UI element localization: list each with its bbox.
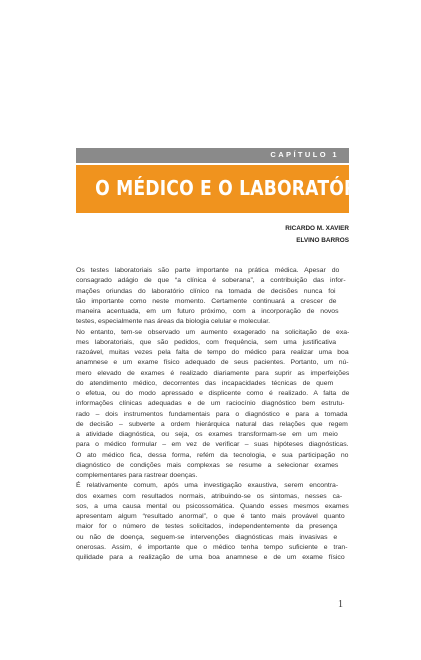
body-text-line: diagnóstico de condições mais complexas se resume a selecionar exames <box>76 461 339 469</box>
body-text-line: mero elevado de exames é realizado diariamente para suprir as imperfeições <box>76 369 349 377</box>
body-text-line: mes laboratoriais, que são pedidos, com frequência, sem uma justificativa <box>76 338 337 346</box>
chapter-title: O MÉDICO E O LABORATÓRIO <box>95 176 379 200</box>
body-text-line: ou não de doença, seguem-se intervenções diagnósticas mais invasivas e <box>76 533 338 541</box>
body-text-line: o efetua, ou do modo apressado e displicente como é realizado. A falta de <box>76 390 349 397</box>
body-text-line: Os testes laboratoriais são parte importante na prática médica. Apesar do <box>76 267 340 274</box>
body-text-line: complementares para rastrear doenças. <box>76 472 198 479</box>
chapter-label: CAPÍTULO 1 <box>270 150 339 159</box>
body-text-line: dos exames com resultados normais, atribuindo-se os sintomas, nesses ca- <box>76 492 343 500</box>
body-text-line: maior for o número de testes solicitados, independentemente da presença <box>76 523 338 531</box>
body-text-line: anamnese e um exame físico adequado de seus pacientes. Portanto, um nú- <box>76 359 349 367</box>
body-text-line: O ato médico fica, dessa forma, refém da tecnologia, e sua participação no <box>76 451 349 459</box>
body-text-line: É relativamente comum, após uma investigação exaustiva, serem encontra- <box>76 482 339 490</box>
body-text-line: rado – dois instrumentos fundamentais para o diagnóstico e para a tomada <box>76 410 348 418</box>
body-text-line: a atividade diagnóstica, ou seja, os exames transformam-se em um meio <box>76 431 338 438</box>
body-text <box>76 266 349 563</box>
chapter-label-band <box>76 148 349 163</box>
author-name: RICARDO M. XAVIER <box>285 225 349 232</box>
body-text-line: consagrado adágio de que “a clínica é soberana”, a contribuição das infor- <box>76 277 346 285</box>
body-text-line: do atendimento médico, decorrentes das incapacidades técnicas de quem <box>76 379 334 387</box>
body-text-line: razoável, muitas vezes pela falta de tempo do médico para realizar uma boa <box>76 349 349 356</box>
body-text-line: tão importante como neste momento. Certamente continuará a crescer de <box>76 297 337 305</box>
body-text-line: sos, a uma causa mental ou psicossomática. Quando esses mesmos exames <box>76 502 349 510</box>
body-text-line: quilidade para a realização de uma boa anamnese e de um exame físico <box>76 554 345 561</box>
body-text-line: mações oriundas do laboratório clínico na tomada de decisões nunca foi <box>76 287 336 295</box>
chapter-title-band <box>76 165 379 213</box>
body-text-line: testes, especialmente nas áreas da biologia celular e molecular. <box>76 318 271 326</box>
page-number: 1 <box>338 599 343 610</box>
body-text-line: No entanto, tem-se observado um aumento exagerado na solicitação de exa- <box>76 328 349 336</box>
body-text-line: maneira acentuada, em um futuro próximo, com a incorporação de novos <box>76 308 339 315</box>
body-text-line: informações clínicas adequadas e de um raciocínio diagnóstico bem estrutu- <box>76 400 345 408</box>
author-name: ELVINO BARROS <box>296 237 349 244</box>
body-text-line: para o médico formular – em vez de verificar – suas hipóteses diagnósticas. <box>76 441 349 449</box>
body-text-line: apresentam algum “resultado anormal”, o que é tanto mais provável quanto <box>76 513 345 520</box>
body-text-line: onerosas. Assim, é importante que o médico tenha tempo suficiente e tran- <box>76 543 348 551</box>
authors-block <box>285 223 349 247</box>
body-text-line: de decisão – subverte a ordem hierárquica natural das relações que regem <box>76 420 348 428</box>
